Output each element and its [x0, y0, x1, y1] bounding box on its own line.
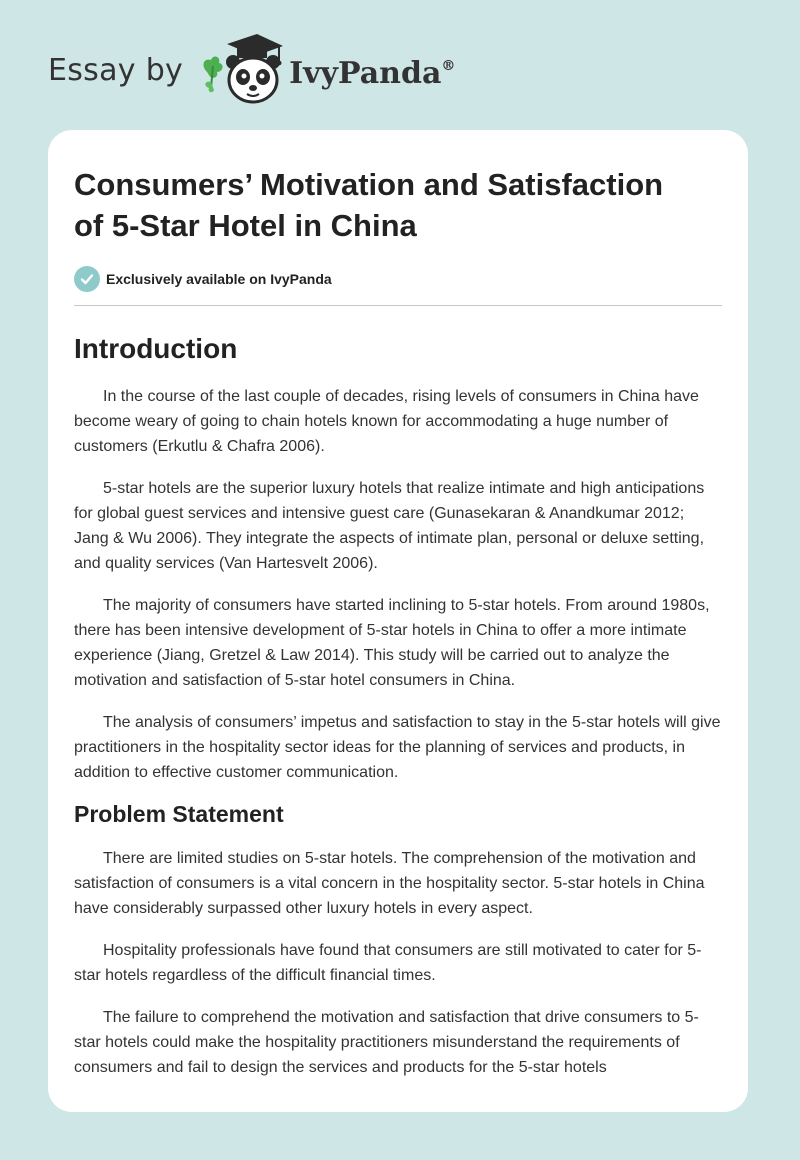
paragraph: Hospitality professionals have found that consumers are still motivated to cater for 5-star hotels regardless of the difficult financial times.: [74, 942, 702, 984]
paragraph: In the course of the last couple of decades, rising levels of consumers in China have become weary of going to chain hotels known for accommodating a huge number of customers (Erkutlu & Chafra 2006).: [74, 388, 699, 455]
exclusive-label: Exclusively available on IvyPanda: [106, 271, 332, 287]
paragraph: There are limited studies on 5-star hotels. The comprehension of the motivation and satisfaction of consumers is a vital concern in the hospitality sector. 5-star hotels in China have considerably surpassed other luxury hotels in every aspect.: [74, 850, 705, 917]
paragraph: The majority of consumers have started inclining to 5-star hotels. From around 1980s, there has been intensive development of 5-star hotels in China to offer a more intimate experience (Jiang, Gretzel & Law 2014). This study will be carried out to analyze the motivation and satisfaction of 5-star hotel consumers in China.: [74, 597, 710, 689]
paragraph: The failure to comprehend the motivation and satisfaction that drive consumers to 5-star hotels could make the hospitality practitioners misunderstand the requirements of consumers and fail to design the services and products for the 5-star hotels: [74, 1009, 699, 1076]
divider: [74, 305, 722, 306]
paragraph: The analysis of consumers’ impetus and satisfaction to stay in the 5-star hotels will give practitioners in the hospitality sector ideas for the planning of services and products, in addition to effective customer communication.: [74, 714, 721, 781]
check-icon: [74, 266, 100, 292]
section-heading-problem-statement: Problem Statement: [74, 801, 284, 827]
page-title: [74, 164, 722, 246]
brand-name[interactable]: IvyPanda®: [289, 55, 456, 91]
essay-card: [48, 130, 748, 1112]
ivy-leaf-icon: [204, 56, 223, 92]
title-line-1: Consumers’ Motivation and Satisfaction: [74, 167, 664, 202]
essay-by-label: Essay by: [48, 52, 184, 88]
registered-mark: ®: [441, 57, 456, 74]
site-header: [48, 30, 455, 110]
paragraph: 5-star hotels are the superior luxury hotels that realize intimate and high anticipations for global guest services and intensive guest care (Gunasekaran & Anandkumar 2012; Jang & Wu 2006). They integrate the aspects of intimate plan, personal or deluxe setting, and quality services (Van Hartesvelt 2006).: [74, 480, 705, 572]
exclusive-badge: [74, 266, 722, 292]
title-line-2: of 5-Star Hotel in China: [74, 208, 417, 243]
section-heading-introduction: Introduction: [74, 333, 238, 364]
panda-graduate-icon[interactable]: [197, 30, 287, 110]
